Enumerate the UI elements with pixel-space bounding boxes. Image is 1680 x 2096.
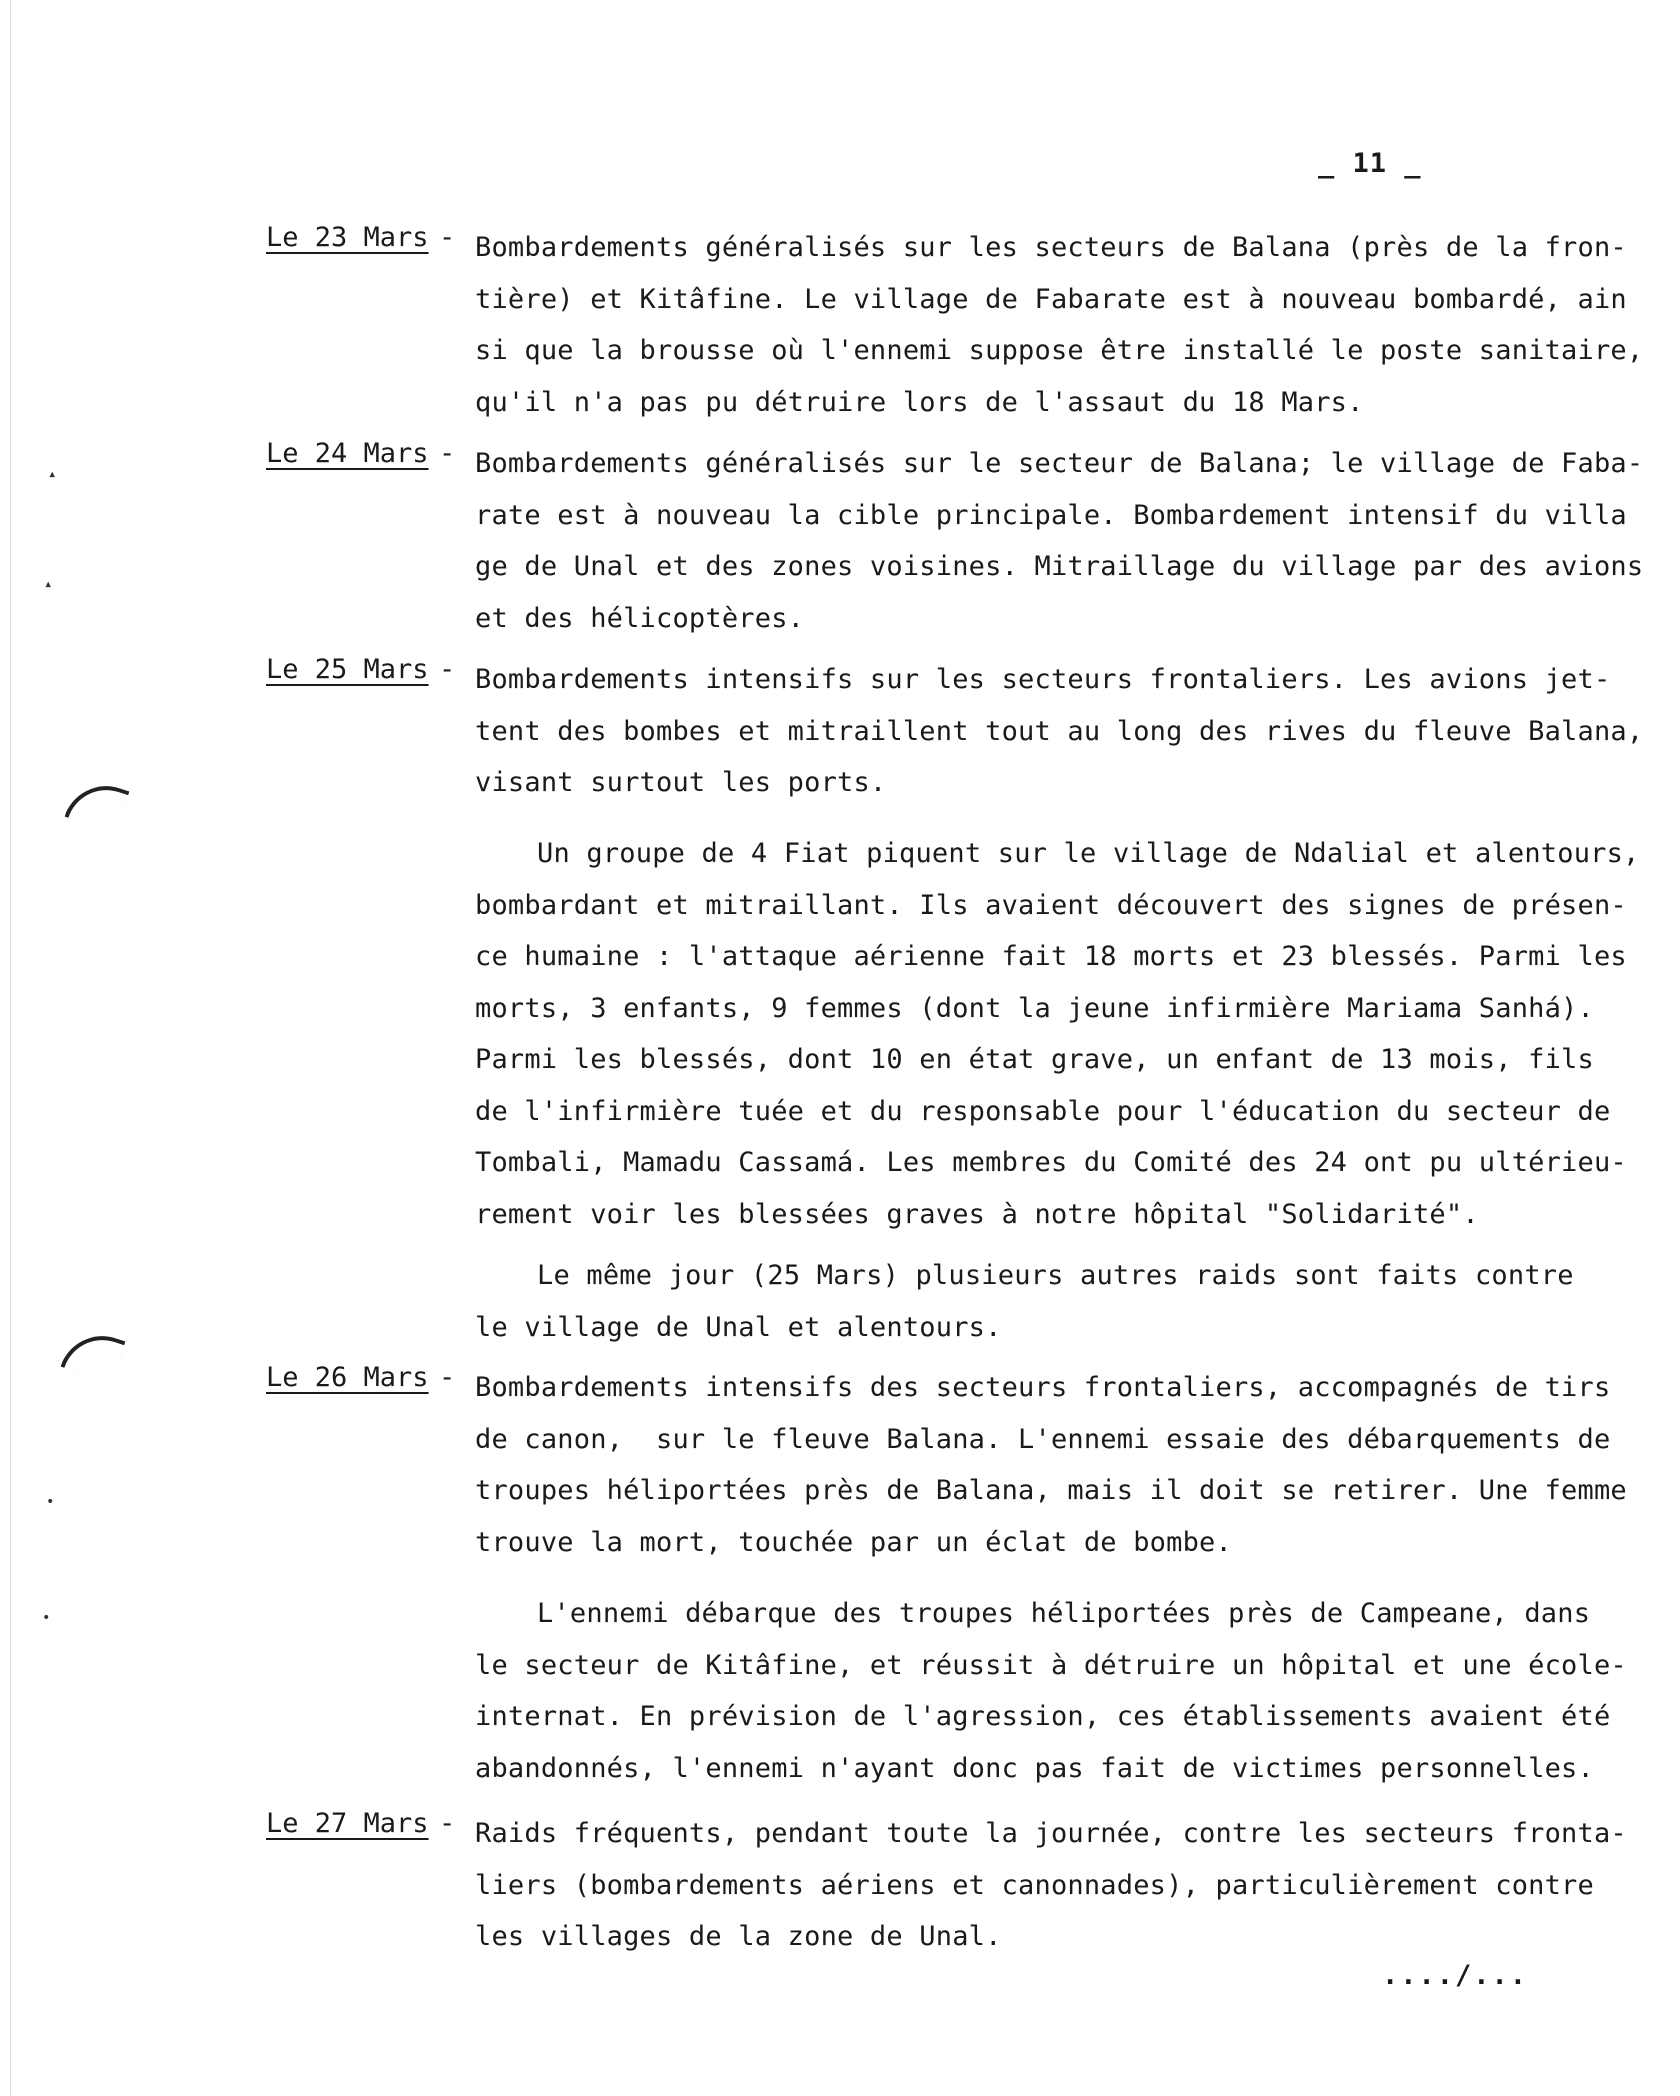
text-line: Bombardements généralisés sur le secteur de Balana; le village de Faba- (475, 448, 1644, 479)
text-line: qu'il n'a pas pu détruire lors de l'assaut du 18 Mars. (475, 386, 1364, 418)
text-line: liers (bombardements aériens et canonnades), particulièrement contre (475, 1869, 1594, 1901)
entry-paragraph (475, 1250, 1574, 1353)
text-line: internat. En prévision de l'agression, ces établissements avaient été (475, 1701, 1611, 1732)
entry-date: Le 27 Mars (266, 1808, 429, 1839)
text-line: rement voir les blessées graves à notre hôpital "Solidarité". (475, 1198, 1479, 1230)
text-line: le village de Unal et alentours. (475, 1311, 1002, 1343)
punch-hole-mark (65, 775, 130, 834)
entry-date: Le 25 Mars (266, 654, 429, 685)
text-line: de l'infirmière tuée et du responsable pour l'éducation du secteur de (475, 1095, 1611, 1127)
entry-paragraph (475, 828, 1640, 1240)
margin-dot: ▴ (44, 576, 53, 592)
text-line: et des hélicoptères. (475, 602, 805, 634)
scan-edge (10, 0, 11, 2096)
text-line: tière) et Kitâfine. Le village de Fabarate est à nouveau bombardé, ain (475, 283, 1627, 315)
margin-dot: ▴ (48, 466, 57, 482)
entry-text (475, 1808, 1627, 1963)
text-line: Raids fréquents, pendant toute la journée, contre les secteurs fronta- (475, 1818, 1627, 1849)
entry-paragraph (475, 1588, 1627, 1794)
text-line: trouve la mort, touchée par un éclat de bombe. (475, 1526, 1232, 1558)
entry-dash: - (439, 654, 456, 685)
entry-dash: - (439, 222, 456, 253)
text-line: troupes héliportées près de Balana, mais il doit se retirer. Une femme (475, 1475, 1627, 1506)
entry-date: Le 23 Mars (266, 222, 429, 253)
margin-dot: • (46, 1494, 55, 1510)
text-line: morts, 3 enfants, 9 femmes (dont la jeune infirmière Mariama Sanhá). (475, 992, 1594, 1024)
text-line: ce humaine : l'attaque aérienne fait 18 morts et 23 blessés. Parmi les (475, 941, 1627, 972)
text-line: L'ennemi débarque des troupes héliportées près de Campeane, dans (537, 1598, 1591, 1629)
entry-text (475, 438, 1643, 644)
entry-dash: - (439, 438, 456, 469)
text-line: Le même jour (25 Mars) plusieurs autres raids sont faits contre (537, 1260, 1574, 1291)
text-line: si que la brousse où l'ennemi suppose être installé le poste sanitaire, (475, 335, 1644, 366)
page-number: _ 11 _ (1318, 148, 1422, 179)
text-line: visant surtout les ports. (475, 767, 887, 798)
entry-dash: - (439, 1808, 456, 1839)
entry-text (475, 1362, 1627, 1568)
entry-text (475, 654, 1643, 809)
entry-date: Le 26 Mars (266, 1362, 429, 1393)
text-line: Tombali, Mamadu Cassamá. Les membres du Comité des 24 ont pu ultérieu- (475, 1147, 1627, 1178)
continuation-mark: ..../... (1382, 1960, 1529, 1991)
entry-text (475, 222, 1643, 428)
text-line: Bombardements intensifs des secteurs frontaliers, accompagnés de tirs (475, 1372, 1611, 1403)
text-line: tent des bombes et mitraillent tout au long des rives du fleuve Balana, (475, 715, 1644, 747)
punch-hole-mark (61, 1325, 126, 1384)
text-line: Un groupe de 4 Fiat piquent sur le village de Ndalial et alentours, (537, 838, 1640, 869)
text-line: ge de Unal et des zones voisines. Mitraillage du village par des avions (475, 551, 1644, 582)
text-line: Bombardements généralisés sur les secteurs de Balana (près de la fron- (475, 232, 1627, 263)
entry-dash: - (439, 1362, 456, 1393)
text-line: Parmi les blessés, dont 10 en état grave, un enfant de 13 mois, fils (475, 1044, 1594, 1075)
text-line: le secteur de Kitâfine, et réussit à détruire un hôpital et une école- (475, 1649, 1627, 1681)
text-line: les villages de la zone de Unal. (475, 1921, 1002, 1952)
margin-dot: • (42, 1610, 51, 1626)
text-line: de canon, sur le fleuve Balana. L'ennemi essaie des débarquements de (475, 1423, 1611, 1455)
text-line: rate est à nouveau la cible principale. Bombardement intensif du villa (475, 499, 1627, 531)
entry-date: Le 24 Mars (266, 438, 429, 469)
text-line: bombardant et mitraillant. Ils avaient découvert des signes de présen- (475, 889, 1627, 921)
text-line: abandonnés, l'ennemi n'ayant donc pas fait de victimes personnelles. (475, 1752, 1594, 1784)
text-line: Bombardements intensifs sur les secteurs frontaliers. Les avions jet- (475, 664, 1611, 695)
